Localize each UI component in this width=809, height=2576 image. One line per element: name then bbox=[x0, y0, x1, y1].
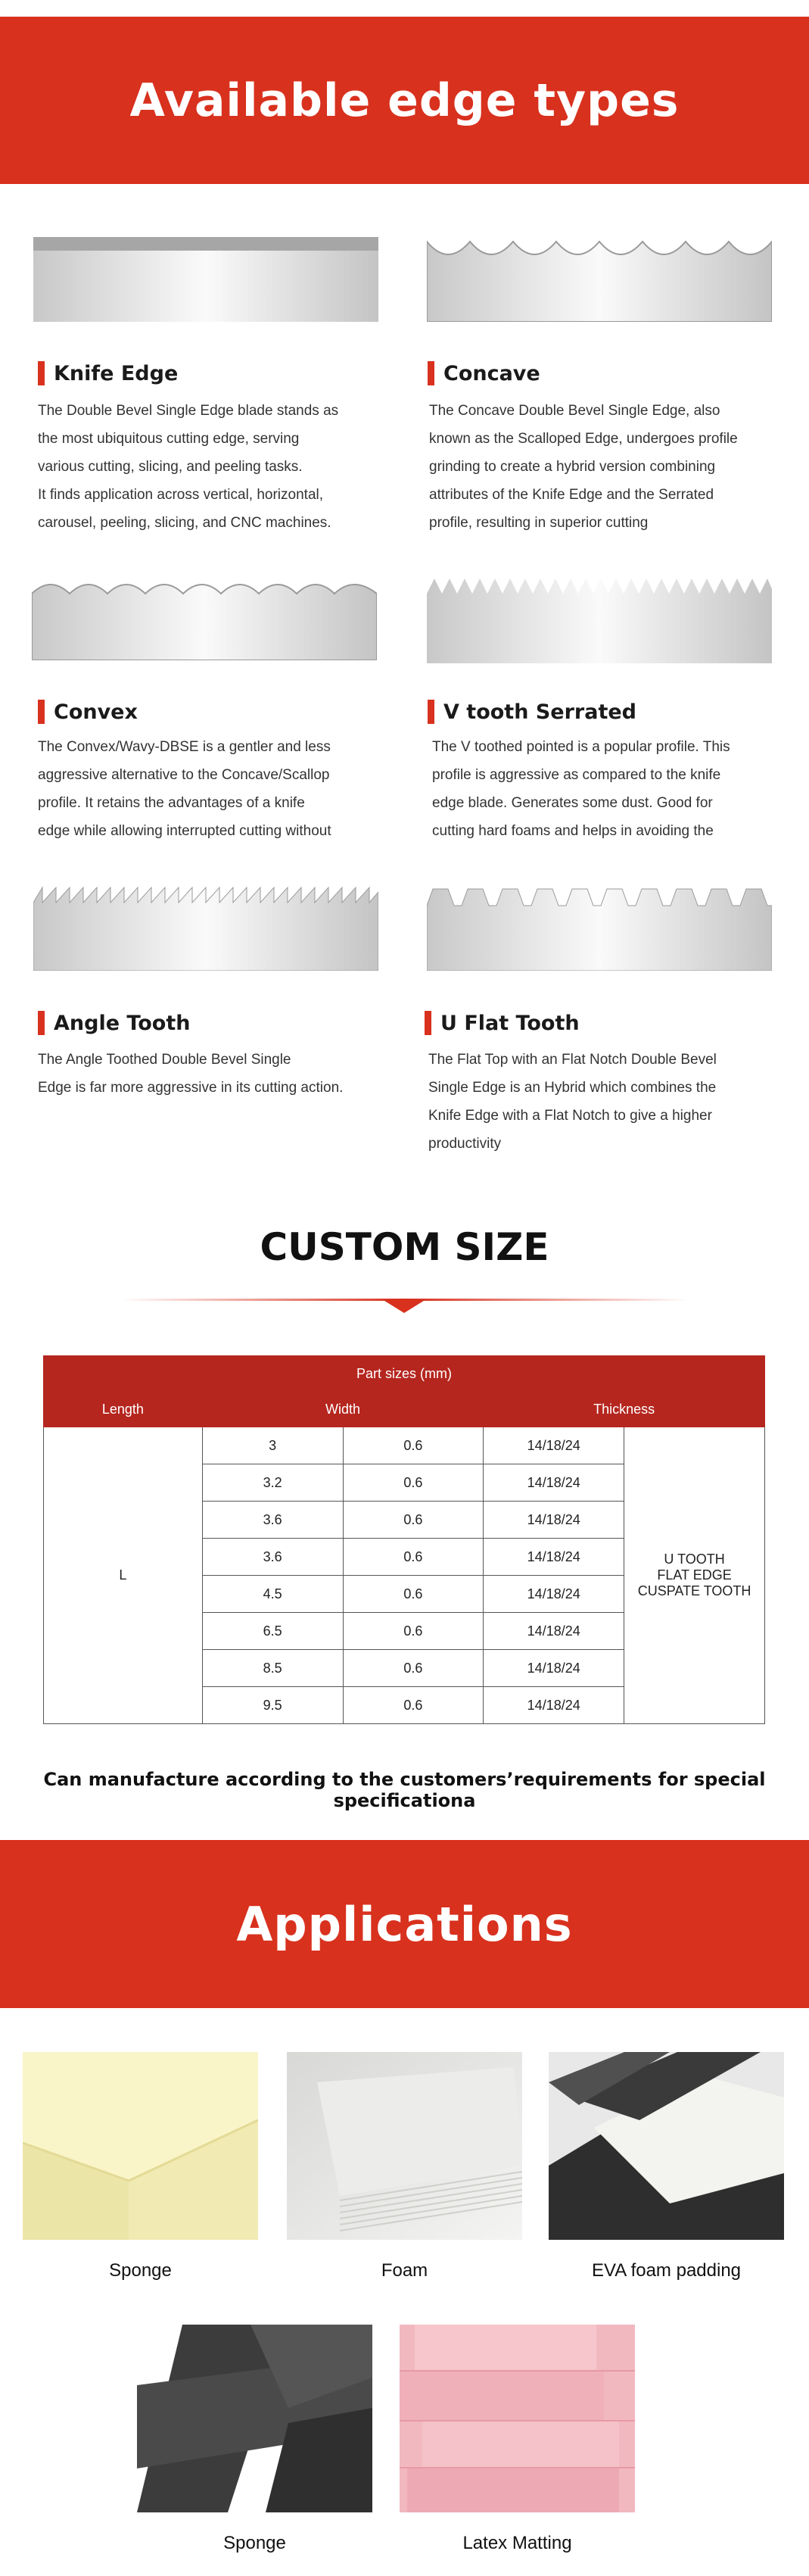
application-image-yellow-sponge bbox=[23, 2052, 258, 2240]
application-label: Latex Matting bbox=[462, 2533, 572, 2553]
edge-type-title-angle-tooth: Angle Tooth bbox=[38, 1008, 190, 1038]
edge-type-title-convex: Convex bbox=[38, 697, 138, 727]
table-cell: 4.5 bbox=[202, 1576, 343, 1613]
accent-bar bbox=[38, 361, 45, 385]
table-cell: 0.6 bbox=[343, 1613, 484, 1650]
table-cell: 6.5 bbox=[202, 1613, 343, 1650]
blade-image-angle-tooth bbox=[33, 886, 378, 971]
blade-image-u-flat-tooth bbox=[427, 886, 772, 971]
table-cell: 14/18/24 bbox=[484, 1650, 624, 1687]
application-image-eva-sheets bbox=[549, 2052, 784, 2240]
table-cell: 3.6 bbox=[202, 1539, 343, 1576]
table-cell: 3.2 bbox=[202, 1464, 343, 1502]
table-header-thickness: Thickness bbox=[484, 1392, 765, 1427]
table-cell: 0.6 bbox=[343, 1464, 484, 1502]
accent-bar bbox=[428, 361, 434, 385]
edge-types-title: Available edge types bbox=[129, 73, 680, 127]
application-label: Sponge bbox=[223, 2533, 286, 2553]
edge-type-description-concave: The Concave Double Bevel Single Edge, also known as the Scalloped Edge, undergoes profile grinding to create a hybrid version combining attributes of the Knife Edge and the Serrated profile, resulting in superior cutting bbox=[429, 403, 738, 531]
edge-type-description-knife-edge: The Double Bevel Single Edge blade stands as the most ubiquitous cutting edge, serving various cutting, slicing, and peeling tasks. It finds application across vertical, horizontal, carousel, peeling, slicing, and CNC machines. bbox=[38, 403, 339, 531]
tooth-types-cell: U TOOTH FLAT EDGE CUSPATE TOOTH bbox=[624, 1427, 765, 1724]
edge-type-title-u-flat-tooth: U Flat Tooth bbox=[425, 1008, 580, 1038]
table-cell: 14/18/24 bbox=[484, 1464, 624, 1502]
blade-image-v-tooth bbox=[427, 579, 772, 663]
edge-types-banner bbox=[0, 17, 809, 184]
accent-bar bbox=[425, 1011, 431, 1035]
custom-size-title: CUSTOM SIZE bbox=[260, 1225, 549, 1269]
table-cell: 0.6 bbox=[343, 1427, 484, 1464]
table-cell: 14/18/24 bbox=[484, 1539, 624, 1576]
accent-bar bbox=[38, 1011, 45, 1035]
application-label: Sponge bbox=[109, 2260, 172, 2281]
edge-type-title-concave: Concave bbox=[428, 358, 540, 388]
blade-image-concave bbox=[427, 237, 772, 322]
table-cell: 14/18/24 bbox=[484, 1502, 624, 1539]
application-image-black-sponge bbox=[137, 2325, 372, 2512]
edge-type-description-convex: The Convex/Wavy-DBSE is a gentler and less aggressive alternative to the Concave/Scallop profile. It retains the advantages of a knife edge while allowing interrupted cutting without bbox=[38, 739, 331, 839]
applications-banner bbox=[0, 1840, 809, 2008]
table-cell: 14/18/24 bbox=[484, 1427, 624, 1464]
custom-size-divider-arrow bbox=[382, 1299, 426, 1313]
table-cell: 0.6 bbox=[343, 1576, 484, 1613]
application-label: Foam bbox=[381, 2260, 428, 2281]
table-header-width: Width bbox=[202, 1392, 484, 1427]
edge-type-description-angle-tooth: The Angle Toothed Double Bevel Single Edge is far more aggressive in its cutting action. bbox=[38, 1052, 344, 1096]
table-cell: 14/18/24 bbox=[484, 1687, 624, 1724]
application-image-white-foam bbox=[287, 2052, 522, 2240]
table-cell: 0.6 bbox=[343, 1539, 484, 1576]
applications-title: Applications bbox=[236, 1896, 573, 1952]
edge-type-description-u-flat-tooth: The Flat Top with an Flat Notch Double Bevel Single Edge is an Hybrid which combines the Knife Edge with a Flat Notch to give a higher productivity bbox=[428, 1052, 717, 1152]
table-cell: 0.6 bbox=[343, 1687, 484, 1724]
table-cell: 0.6 bbox=[343, 1502, 484, 1539]
table-cell: 9.5 bbox=[202, 1687, 343, 1724]
table-row bbox=[44, 1427, 765, 1464]
table-cell: 14/18/24 bbox=[484, 1613, 624, 1650]
length-cell: L bbox=[44, 1427, 203, 1724]
table-cell: 3 bbox=[202, 1427, 343, 1464]
table-header-length: Length bbox=[44, 1392, 203, 1427]
application-image-pink-latex bbox=[400, 2325, 635, 2512]
accent-bar bbox=[428, 700, 434, 724]
table-cell: 0.6 bbox=[343, 1650, 484, 1687]
custom-spec-note: Can manufacture according to the customers’requirements for special specificationa bbox=[43, 1769, 766, 1811]
accent-bar bbox=[38, 700, 45, 724]
table-caption: Part sizes (mm) bbox=[44, 1356, 765, 1392]
edge-type-title-v-tooth-serrated: V tooth Serrated bbox=[428, 697, 636, 727]
edge-type-description-v-tooth-serrated: The V toothed pointed is a popular profile. This profile is aggressive as compared to the knife edge blade. Generates some dust. Good for cutting hard foams and helps in avoiding the bbox=[432, 739, 730, 839]
edge-type-title-knife-edge: Knife Edge bbox=[38, 358, 178, 388]
application-label: EVA foam padding bbox=[591, 2260, 742, 2281]
table-cell: 14/18/24 bbox=[484, 1576, 624, 1613]
table-cell: 8.5 bbox=[202, 1650, 343, 1687]
blade-image-convex bbox=[32, 575, 377, 660]
part-sizes-table bbox=[43, 1355, 765, 1724]
table-cell: 3.6 bbox=[202, 1502, 343, 1539]
blade-image-knife-edge bbox=[33, 237, 378, 322]
